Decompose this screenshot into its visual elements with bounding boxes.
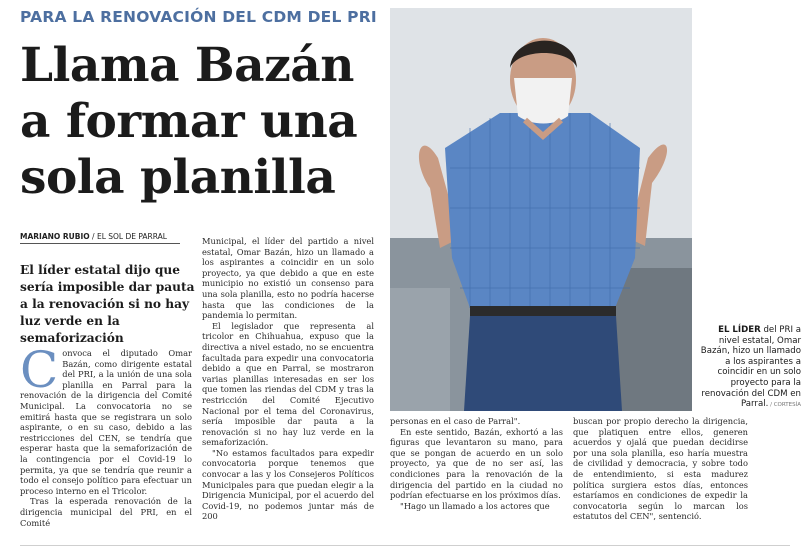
body-column-1 <box>20 341 192 528</box>
headline-line-3: sola planilla <box>20 150 336 205</box>
body-column-2 <box>202 236 374 522</box>
body-paragraph: "Hago un llamado a los actores que <box>400 500 550 511</box>
paragraph-text: onvoca el diputado Omar Bazán, como dirigente estatal del PRI, a la unión de una sola planilla en Parral para la renovación de la dirigencia del Comité Municipal. La convocatoria no se emitirá hasta que se registrara un solo aspirante, o en su caso, debido a las restricciones del CEN, se tendría que esperar hasta que la semaforización de la contingencia por el Covid-19 lo permita, ya que se tendría que reunir a todo el consejo político para efectuar un proceso interno en el Tricolor. <box>20 348 192 496</box>
caption-lead: EL LÍDER <box>718 325 761 335</box>
article-summary: El líder estatal dijo que sería imposible dar pauta a la renovación si no hay luz verde en la semaforización <box>20 263 195 345</box>
caption-credit: / CORTESÍA <box>768 402 801 409</box>
body-paragraph: Tras la esperada renovación de la dirigencia municipal del PRI, en el Comité <box>20 496 192 528</box>
body-column-4 <box>573 416 748 522</box>
headline-line-2: a formar una <box>20 94 358 149</box>
headline-line-1: Llama Bazán <box>20 38 354 93</box>
body-paragraph: personas en el caso de Parral". <box>390 416 521 426</box>
article-photo <box>390 8 692 411</box>
body-paragraph: "No estamos facultados para expedir convocatoria porque tenemos que convocar a las y los Consejeros Políticos Municipales para que puedan elegir a la Dirigencia Municipal, por el acuerdo del Covid-19, no podemos juntar más de 200 <box>202 447 374 522</box>
byline-outlet: / EL SOL DE PARRAL <box>89 232 167 241</box>
bottom-divider <box>20 545 790 546</box>
body-paragraph: En este sentido, Bazán, exhortó a las figuras que levantaron su mano, para que se pongan de acuerdo en un solo proyecto, ya que de no ser así, las condiciones para la renovación de la dirigencia del partido en la ciudad no podrían efectuarse en los próximos días. <box>390 426 563 501</box>
byline-author: MARIANO RUBIO <box>20 232 90 241</box>
drop-cap: C <box>20 341 59 399</box>
byline <box>20 232 180 244</box>
body-column-3 <box>390 416 563 511</box>
body-paragraph: buscan por propio derecho la dirigencia, que platiquen entre ellos, generen acuerdos y ojalá que puedan decidirse por una sola planilla, eso haría muestra de civilidad y democracia, y sobre todo de entendimiento, si esta madurez política surgiera estos días, entonces estaríamos en condiciones de expedir la convocatoria según lo marcan los estatutos del CEN", sentenció. <box>573 416 748 522</box>
caption-text: del PRI a nivel estatal, Omar Bazán, hizo un llamado a los aspirantes a coincidir en un solo proyecto para la renovación del CDM en Parral. <box>700 325 801 410</box>
article-kicker: PARA LA RENOVACIÓN DEL CDM DEL PRI <box>20 8 377 26</box>
photo-illustration <box>390 8 692 411</box>
headline <box>20 38 390 206</box>
body-paragraph: El legislador que representa al tricolor en Chihuahua, expuso que la directiva a nivel estado, no se encuentra facultada para expedir una convocatoria debido a que en Parral, se mostraron varias planillas interesadas en ser los que tomen las riendas del CDM y tras la restricción del Comité Ejecutivo Nacional por el tema del Coronavirus, sería imposible dar pauta a la renovación si no hay luz verde en la semaforización. <box>202 320 374 448</box>
body-paragraph <box>20 341 192 496</box>
photo-caption <box>697 325 801 411</box>
body-paragraph: Municipal, el líder del partido a nivel estatal, Omar Bazán, hizo un llamado a los aspirantes a coincidir en un solo proyecto, ya que debido a que en este municipio no existió un consenso para una sola planilla, esto no podría hacerse hasta que las condiciones de la pandemia lo permitan. <box>202 236 374 321</box>
